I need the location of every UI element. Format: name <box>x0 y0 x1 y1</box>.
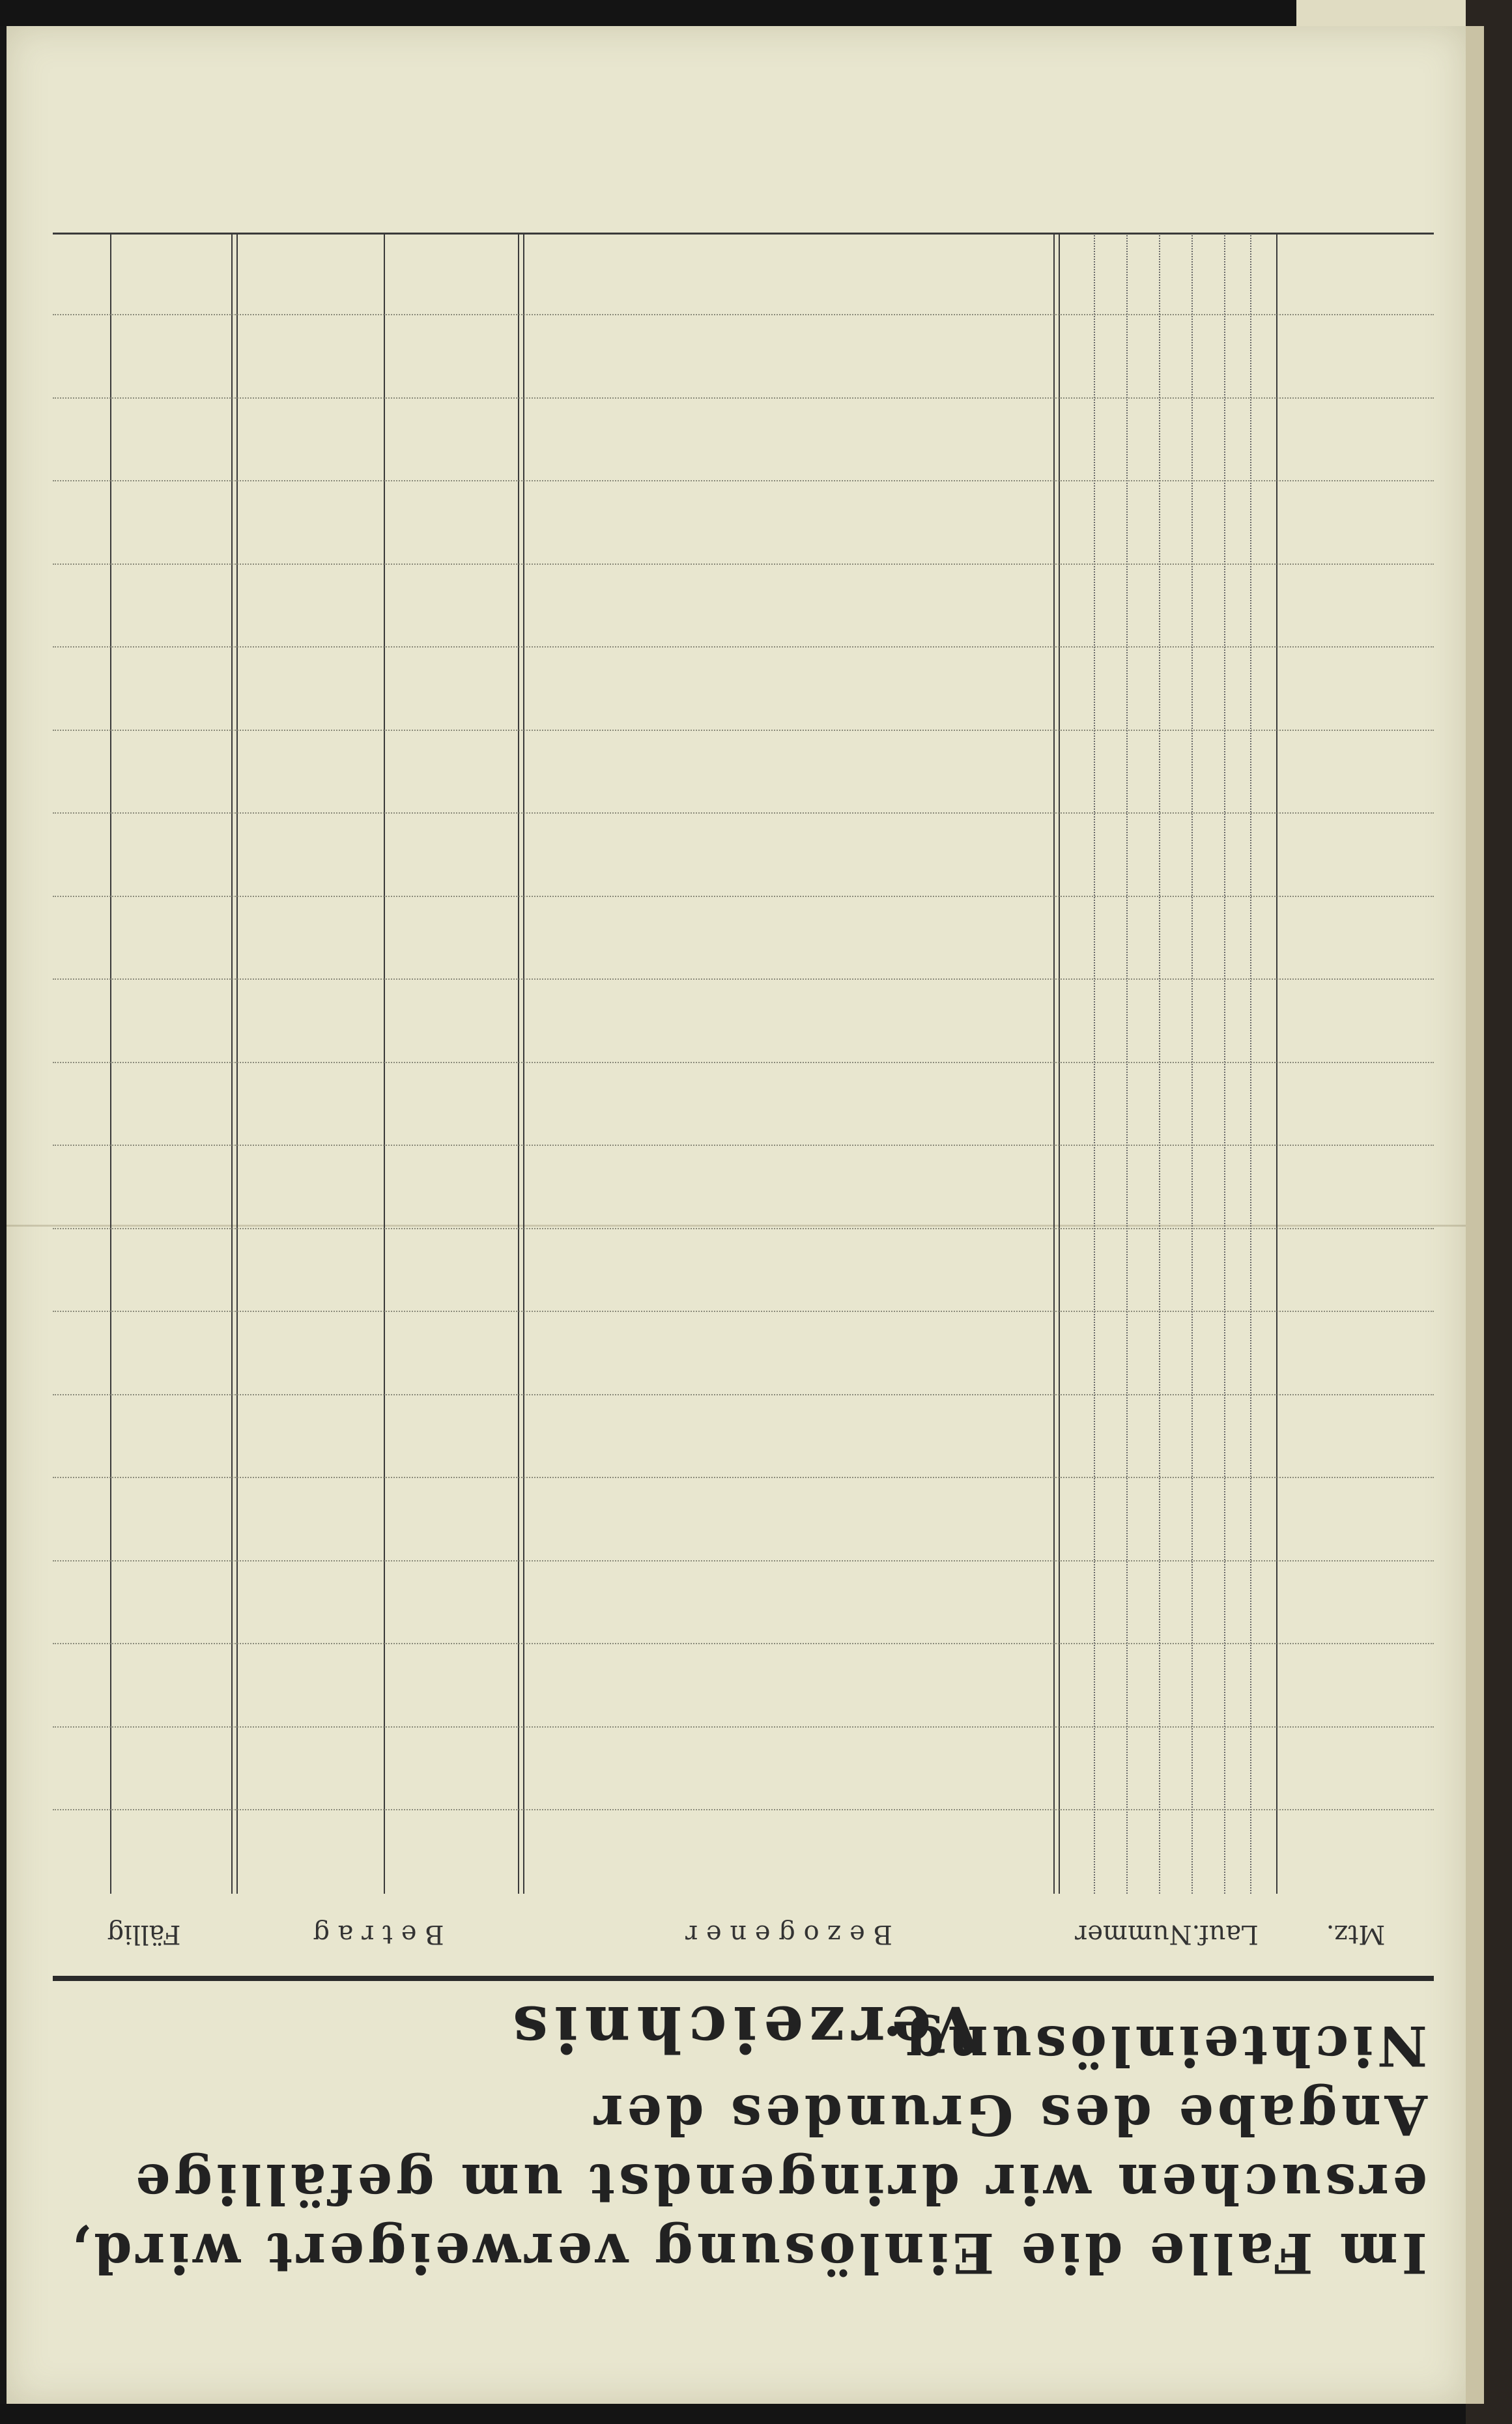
header-bezogener: B e z o g e n e r <box>685 1919 892 1949</box>
notice-line-1: Im Falle die Einlösung verweigert wird, <box>66 2221 1427 2285</box>
header-mtz: Mtz. <box>1326 1919 1386 1949</box>
header-faellig: Fällig <box>107 1919 181 1949</box>
notice-line-2: ersuchen wir dringendst um gefällige <box>132 2152 1427 2216</box>
notice-line-3: Angabe des Grundes der Nichteinlösung. <box>590 2014 1427 2147</box>
header-betrag: B e t r a g <box>313 1919 444 1949</box>
column-rule <box>231 233 238 1894</box>
table-bottom-rule <box>53 233 1434 235</box>
column-rule <box>110 233 111 1894</box>
reverse-side-show-through <box>280 267 1283 2039</box>
form-title: Verzeichnis <box>506 1992 980 2066</box>
header-lauf-nummer: Lauf.Nummer <box>1075 1919 1259 1949</box>
